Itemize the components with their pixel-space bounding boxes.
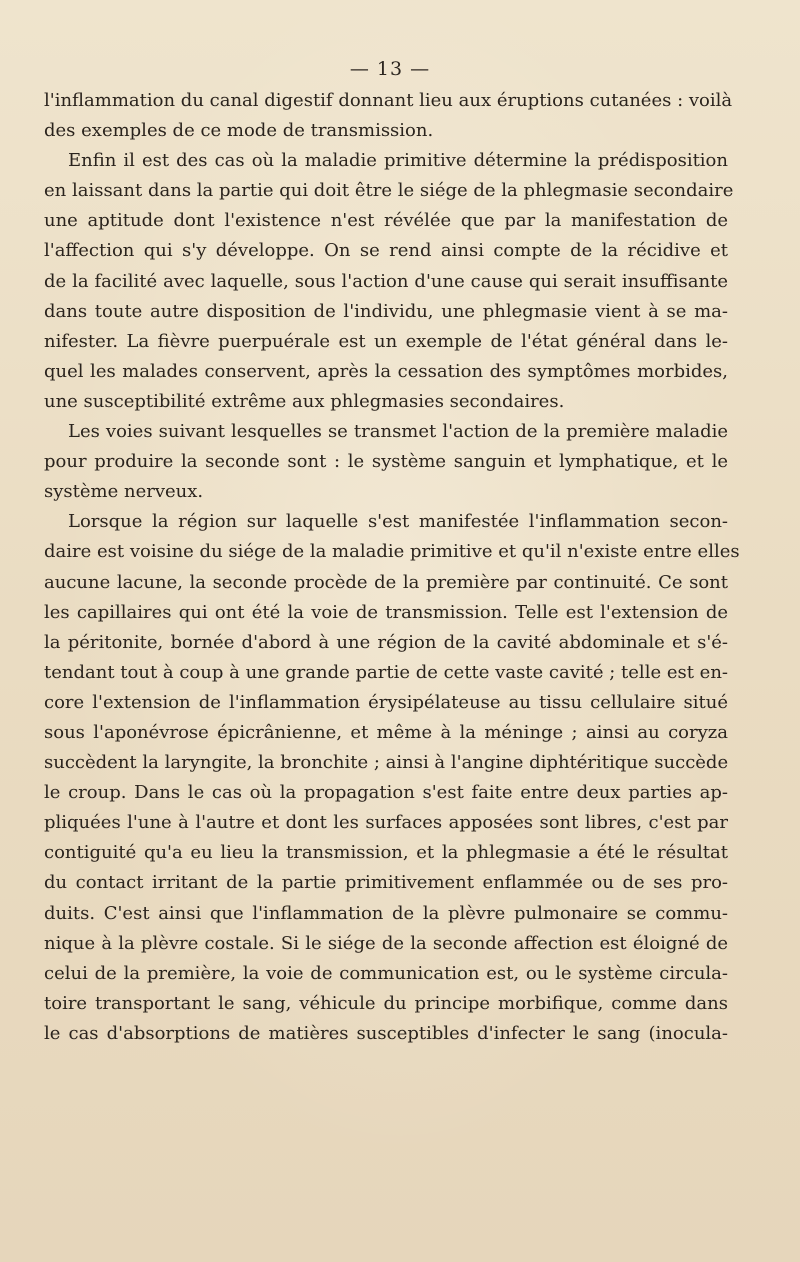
paragraph-start-line: Les voies suivant lesquelles se transmet l'action de la première maladie xyxy=(68,421,728,443)
body-text xyxy=(44,86,740,1049)
text-line: nique à la plèvre costale. Si le siége de la seconde affection est éloigné de xyxy=(44,932,728,954)
text-line: la péritonite, bornée d'abord à une région de la cavité abdominale et s'é- xyxy=(44,631,728,653)
text-line: une aptitude dont l'existence n'est révélée que par la manifestation de xyxy=(44,210,728,232)
text-line: une susceptibilité extrême aux phlegmasies secondaires. xyxy=(44,390,565,412)
text-line: duits. C'est ainsi que l'inflammation de la plèvre pulmonaire se commu- xyxy=(44,902,728,924)
text-line: le cas d'absorptions de matières susceptibles d'infecter le sang (inocula- xyxy=(44,1022,728,1044)
text-line: du contact irritant de la partie primitivement enflammée ou de ses pro- xyxy=(44,872,728,894)
paragraph-start-line: Lorsque la région sur laquelle s'est manifestée l'inflammation secon- xyxy=(68,511,728,533)
text-line: celui de la première, la voie de communication est, ou le système circula- xyxy=(44,962,728,984)
text-line: sous l'aponévrose épicrânienne, et même à la méninge ; ainsi au coryza xyxy=(44,721,728,743)
text-line: nifester. La fièvre puerpuérale est un exemple de l'état général dans le- xyxy=(44,330,728,352)
text-line: tendant tout à coup à une grande partie de cette vaste cavité ; telle est en- xyxy=(44,661,728,683)
text-line: dans toute autre disposition de l'individu, une phlegmasie vient à se ma- xyxy=(44,300,728,322)
text-line: pour produire la seconde sont : le système sanguin et lymphatique, et le xyxy=(44,451,728,473)
text-line: daire est voisine du siége de la maladie primitive et qu'il n'existe entre elles xyxy=(44,541,740,563)
text-line: quel les malades conservent, après la cessation des symptômes morbides, xyxy=(44,360,728,382)
text-line: aucune lacune, la seconde procède de la première par continuité. Ce sont xyxy=(44,571,728,593)
text-line: les capillaires qui ont été la voie de transmission. Telle est l'extension de xyxy=(44,601,728,623)
text-line: contiguité qu'a eu lieu la transmission, et la phlegmasie a été le résultat xyxy=(44,842,728,864)
text-line: toire transportant le sang, véhicule du principe morbifique, comme dans xyxy=(44,992,728,1014)
text-line: en laissant dans la partie qui doit être le siége de la phlegmasie secondaire xyxy=(44,180,734,202)
paragraph-start-line: Enfin il est des cas où la maladie primitive détermine la prédisposition xyxy=(68,150,728,172)
text-line: des exemples de ce mode de transmission. xyxy=(44,120,434,142)
text-line: pliquées l'une à l'autre et dont les surfaces apposées sont libres, c'est par xyxy=(44,812,728,834)
text-line: core l'extension de l'inflammation érysipélateuse au tissu cellulaire situé xyxy=(44,691,728,713)
text-line: succèdent la laryngite, la bronchite ; ainsi à l'angine diphtéritique succède xyxy=(44,752,729,774)
text-line: système nerveux. xyxy=(44,481,204,503)
page-number: — 13 — xyxy=(349,58,431,80)
text-line: l'inflammation du canal digestif donnant lieu aux éruptions cutanées : voilà xyxy=(44,90,733,111)
text-line: l'affection qui s'y développe. On se rend ainsi compte de la récidive et xyxy=(44,240,728,262)
text-line: de la facilité avec laquelle, sous l'action d'une cause qui serait insuffisante xyxy=(44,270,728,292)
text-line: le croup. Dans le cas où la propagation s'est faite entre deux parties ap- xyxy=(44,782,728,804)
